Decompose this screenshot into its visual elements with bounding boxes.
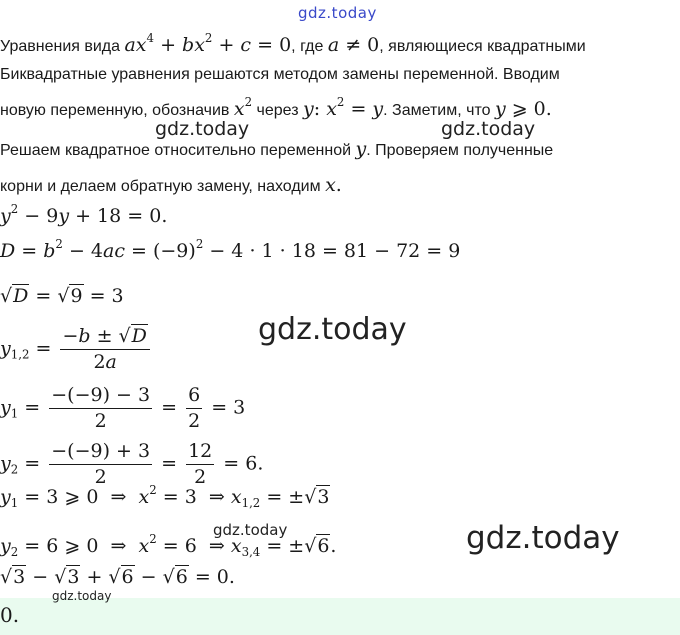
top-watermark: gdz.today	[298, 4, 377, 22]
formula-a-nonzero: a ≠ 0	[327, 34, 380, 56]
equation-x12: $y_1 = 3$ ⩾ 0 ⇒ $x^2 = 3$ ⇒ $x_{1,2} = \pm√3$	[0, 483, 330, 511]
watermark: gdz.today	[258, 312, 407, 347]
equation-x34: $y_2 = 6$ ⩾ 0 ⇒ $x^2 = 6$ ⇒ $x_{3,4} = \pm√6$.	[0, 532, 337, 560]
equation-quadratic: $y^2 - 9y + 18 = 0$.	[0, 202, 168, 227]
intro-text: корни и делаем обратную замену, находим	[0, 178, 326, 195]
equation-y1: $y_1$ = $\frac{-(-9) - 3}{2}$ = $\frac{6}{2}$ = 3	[0, 384, 246, 432]
formula-x2: $x^2$	[233, 95, 253, 120]
intro-line-3	[0, 95, 552, 120]
formula-y-nonneg: y ⩾ 0.	[494, 98, 552, 120]
intro-text: , где	[291, 38, 328, 55]
intro-text: Уравнения вида	[0, 38, 125, 55]
intro-text: , являющиеся квадратными	[379, 38, 586, 55]
intro-text: . Заметим, что	[383, 102, 495, 119]
intro-line-1	[0, 31, 586, 56]
answer-highlight	[0, 598, 680, 635]
intro-text: . Проверяем полученные	[366, 142, 554, 159]
intro-text: новую переменную, обозначив	[0, 102, 234, 119]
equation-sum: √3 − √3 + √6 − √6 = 0.	[0, 566, 235, 588]
formula-substitution: y: $x^2 = y$	[303, 95, 384, 120]
equation-discriminant: $D = b^2 - 4ac = (-9)^2 - 4 \cdot 1 \cdot 18 = 81 - 72 = 9$	[0, 237, 461, 262]
watermark: gdz.today	[466, 520, 620, 556]
intro-text: Решаем квадратное относительно переменной	[0, 142, 356, 159]
formula-general: $ax^4 + bx^2 + c = 0$	[124, 31, 292, 56]
equation-y2: $y_2$ = $\frac{-(-9) + 3}{2}$ = $\frac{12}{2}$ = 6.	[0, 440, 264, 488]
watermark: gdz.today	[213, 521, 288, 539]
watermark: gdz.today	[52, 589, 112, 603]
watermark: gdz.today	[441, 118, 536, 140]
intro-line-5	[0, 174, 342, 196]
intro-text: через	[252, 102, 303, 119]
equation-sqrt-d: √D = √9 = 3	[0, 285, 124, 307]
intro-line-2: Биквадратные уравнения решаются методом замены переменной. Вводим	[0, 66, 560, 83]
answer-value: 0.	[0, 603, 20, 627]
var-y: y	[355, 138, 367, 160]
var-x: x	[325, 174, 336, 196]
equation-roots-formula: $y_{1,2}$ = $\frac{-b \pm √D}{2a}$	[0, 325, 153, 374]
period: .	[335, 174, 342, 196]
watermark: gdz.today	[155, 118, 250, 140]
intro-line-4	[0, 138, 553, 160]
